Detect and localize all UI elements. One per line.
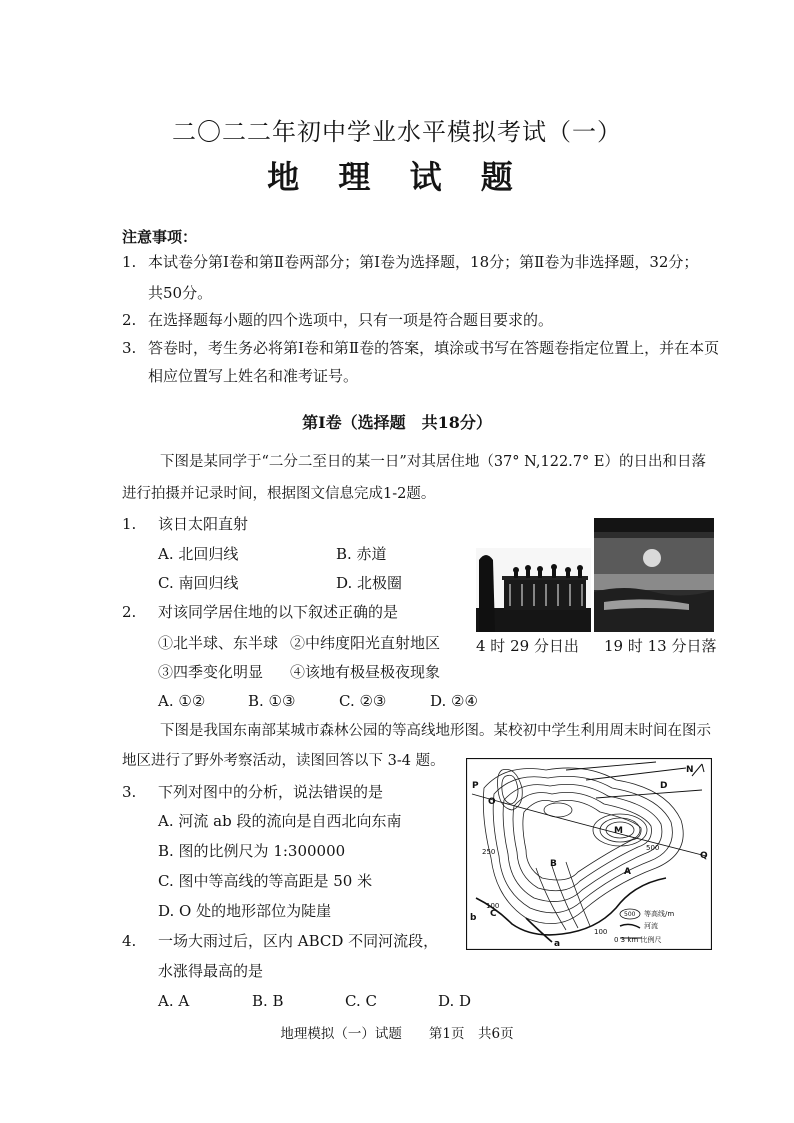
q3-option-c[interactable]: C. 图中等高线的等高距是 50 米 [158,872,373,890]
q1-option-a[interactable]: A. 北回归线 [158,545,239,563]
q1-option-b[interactable]: B. 赤道 [336,545,387,563]
exam-title: 二〇二二年初中学业水平模拟考试（一） [172,118,622,146]
contour-map [466,758,712,950]
q2-stem: 对该同学居住地的以下叙述正确的是 [158,603,399,621]
legend-scale: 0 3 km 比例尺 [614,936,662,944]
intro-2-line1: 下图是我国东南部某城市森林公园的等高线地形图。某校初中学生利用周末时间在图示 [160,723,711,739]
intro-1-line1: 下图是某同学于“二分二至日的某一日”对其居住地（37° N,122.7° E）的日出和日落 [160,454,706,470]
q1-number: 1. [122,515,137,533]
subject-title: 地 理 试 题 [267,158,527,196]
legend-contour-value: 500 [624,911,636,918]
q4-stem-line2: 水涨得最高的是 [158,962,264,980]
q3-option-a[interactable]: A. 河流 ab 段的流向是自西北向东南 [158,812,402,830]
q4-option-c[interactable]: C. C [345,992,377,1010]
sunset-caption: 19 时 13 分日落 [604,637,717,655]
q3-number: 3. [122,783,137,801]
q2-statement-3: ③四季变化明显 [158,663,264,681]
q1-stem: 该日太阳直射 [158,515,249,533]
q2-statement-1: ①北半球、东半球 [158,634,279,652]
notice-3-number: 3. [122,339,137,357]
q3-stem: 下列对图中的分析，说法错误的是 [158,783,384,801]
map-label-d-upper: D [660,781,668,791]
contour-label-250: 250 [482,848,496,856]
map-label-a-lower: a [554,939,561,949]
q1-option-d[interactable]: D. 北极圈 [336,574,403,592]
q4-option-d[interactable]: D. D [438,992,472,1010]
q3-option-b[interactable]: B. 图的比例尺为 1:300000 [158,842,346,860]
map-label-b-upper: B [550,859,557,869]
q2-statement-4: ④该地有极昼极夜现象 [290,663,441,681]
map-label-b-lower: b [470,913,477,923]
q4-number: 4. [122,932,137,950]
sunset-photo [594,518,714,632]
map-label-m: M [614,826,623,836]
notice-1-number: 1. [122,253,137,271]
map-label-p: P [472,781,479,791]
notice-2-line1: 在选择题每小题的四个选项中，只有一项是符合题目要求的。 [148,311,554,329]
notice-3-line1: 答卷时，考生务必将第Ⅰ卷和第Ⅱ卷的答案，填涂或书写在答题卷指定位置上，并在本页 [148,339,720,357]
notice-3-line2: 相应位置写上姓名和准考证号。 [148,367,359,385]
notice-1-line1: 本试卷分第Ⅰ卷和第Ⅱ卷两部分；第Ⅰ卷为选择题，18分；第Ⅱ卷为非选择题，32分； [148,253,699,271]
map-label-n: N [686,765,694,775]
q2-option-a[interactable]: A. ①② [158,692,206,710]
notice-2-number: 2. [122,311,137,329]
legend-river-label: 河流 [644,922,658,930]
map-label-a-upper: A [624,867,631,877]
contour-label-100-a: 100 [486,902,500,910]
q4-option-b[interactable]: B. B [252,992,284,1010]
q2-number: 2. [122,603,137,621]
map-label-o: O [488,797,496,807]
sunrise-caption: 4 时 29 分日出 [476,637,579,655]
notice-heading: 注意事项： [122,228,198,246]
map-label-c-upper: C [490,909,497,919]
q2-option-b[interactable]: B. ①③ [248,692,296,710]
q4-stem-line1: 一场大雨过后，区内 ABCD 不同河流段， [158,932,439,950]
map-label-q: Q [700,851,708,861]
q2-option-d[interactable]: D. ②④ [430,692,478,710]
q2-option-c[interactable]: C. ②③ [339,692,387,710]
section-1-heading: 第Ⅰ卷（选择题 共18分） [302,413,492,432]
q2-statement-2: ②中纬度阳光直射地区 [290,634,441,652]
sunrise-photo [476,548,591,632]
contour-label-100-b: 100 [594,928,608,936]
intro-1-line2: 进行拍摄并记录时间，根据图文信息完成1-2题。 [122,486,436,502]
q1-option-c[interactable]: C. 南回归线 [158,574,239,592]
q4-option-a[interactable]: A. A [158,992,190,1010]
contour-label-500: 500 [646,844,660,852]
legend-contour-label: 等高线/m [644,910,675,918]
q3-option-d[interactable]: D. O 处的地形部位为陡崖 [158,902,332,920]
notice-1-line2: 共50分。 [148,284,213,302]
intro-2-line2: 地区进行了野外考察活动，读图回答以下 3-4 题。 [122,753,445,769]
page-footer: 地理模拟（一）试题 第1页 共6页 [280,1026,514,1042]
